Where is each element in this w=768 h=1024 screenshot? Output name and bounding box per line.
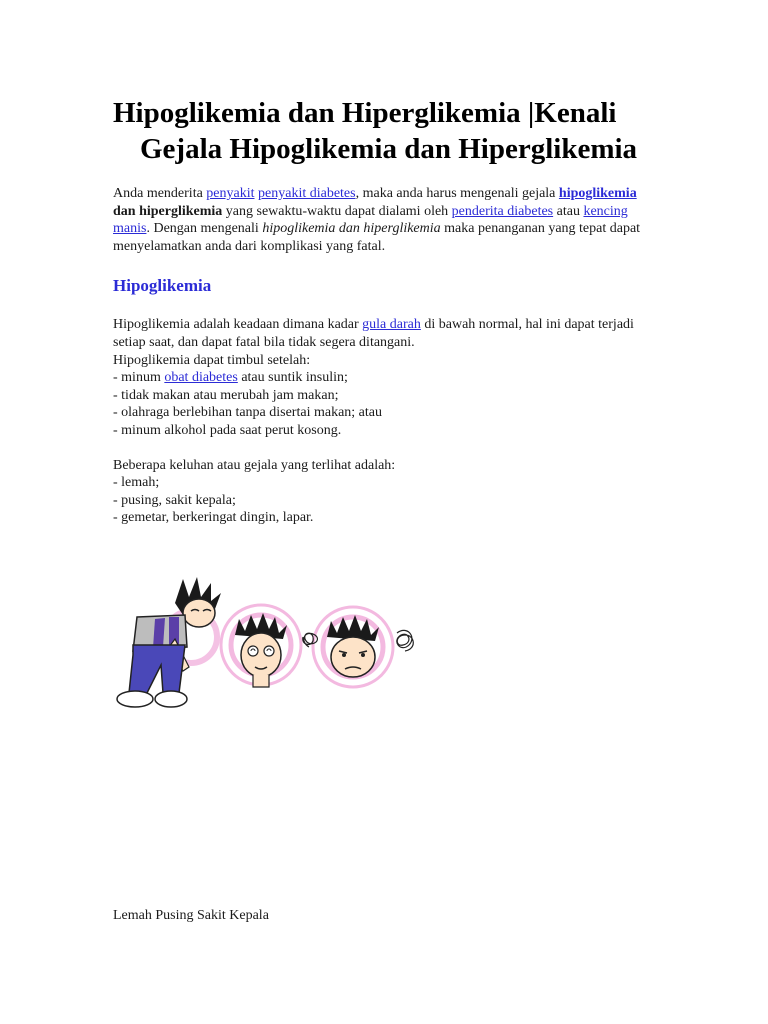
headache-head-figure: [303, 607, 414, 687]
link-penyakit-diabetes[interactable]: penyakit diabetes: [258, 186, 356, 201]
intro-bold-text: dan hiperglikemia: [113, 203, 223, 219]
causes-heading: Hipoglikemia dapat timbul setelah:: [113, 352, 311, 368]
intro-text: yang sewaktu-waktu dapat dialami oleh: [222, 203, 452, 219]
link-obat-diabetes[interactable]: obat diabetes: [164, 370, 238, 386]
intro-text: Anda menderita: [113, 186, 207, 201]
link-penyakit[interactable]: penyakit: [206, 186, 255, 201]
intro-paragraph: [113, 185, 643, 255]
intro-text: , maka anda harus mengenali gejala: [355, 186, 559, 201]
symptom-item: - lemah;: [113, 475, 160, 491]
cause-item: - olahraga berlebihan tanpa disertai makan; atau: [113, 405, 382, 421]
symptom-item: - gemetar, berkeringat dingin, lapar.: [113, 510, 314, 526]
page-title: Hipoglikemia dan Hiperglikemia |Kenali Gejala Hipoglikemia dan Hiperglikemia: [113, 97, 638, 165]
definition-paragraph: [113, 316, 643, 439]
link-gula-darah[interactable]: gula darah: [362, 317, 421, 333]
cause-item: - minum alkohol pada saat perut kosong.: [113, 422, 342, 438]
cause-item: - tidak makan atau merubah jam makan;: [113, 387, 339, 403]
link-kencing-manis[interactable]: kencing manis: [113, 203, 628, 237]
weak-boy-figure: [117, 577, 221, 707]
link-penderita-diabetes[interactable]: penderita diabetes: [451, 203, 554, 219]
symptoms-paragraph: [113, 457, 643, 527]
symptoms-heading: Beberapa keluhan atau gejala yang terlihat adalah:: [113, 457, 396, 473]
link-hipoglikemia[interactable]: [559, 186, 637, 201]
cause-item: - minum: [113, 370, 165, 386]
article: [113, 95, 643, 527]
illustration-caption: Lemah Pusing Sakit Kepala: [113, 908, 269, 923]
symptom-item: - pusing, sakit kepala;: [113, 492, 236, 508]
section-heading-hipoglikemia: Hipoglikemia: [113, 276, 212, 296]
link-hipoglikemia-label: hipoglikemia: [558, 186, 637, 201]
dizzy-head-figure: [221, 605, 301, 687]
intro-text: . Dengan mengenali: [146, 221, 263, 237]
intro-text: maka penanganan yang tepat dapat menyelamatkan anda dari komplikasi yang fatal.: [113, 221, 641, 254]
definition-text: di bawah normal, hal ini dapat terjadi setiap saat, dan dapat fatal bila tidak segera ditangani.: [113, 317, 634, 350]
intro-italic-text: hipoglikemia dan hiperglikemia: [262, 221, 441, 237]
cause-item: atau suntik insulin;: [237, 370, 348, 386]
definition-text: Hipoglikemia adalah keadaan dimana kadar: [113, 317, 363, 333]
intro-text: atau: [553, 203, 584, 219]
symptom-illustration: [113, 575, 425, 711]
